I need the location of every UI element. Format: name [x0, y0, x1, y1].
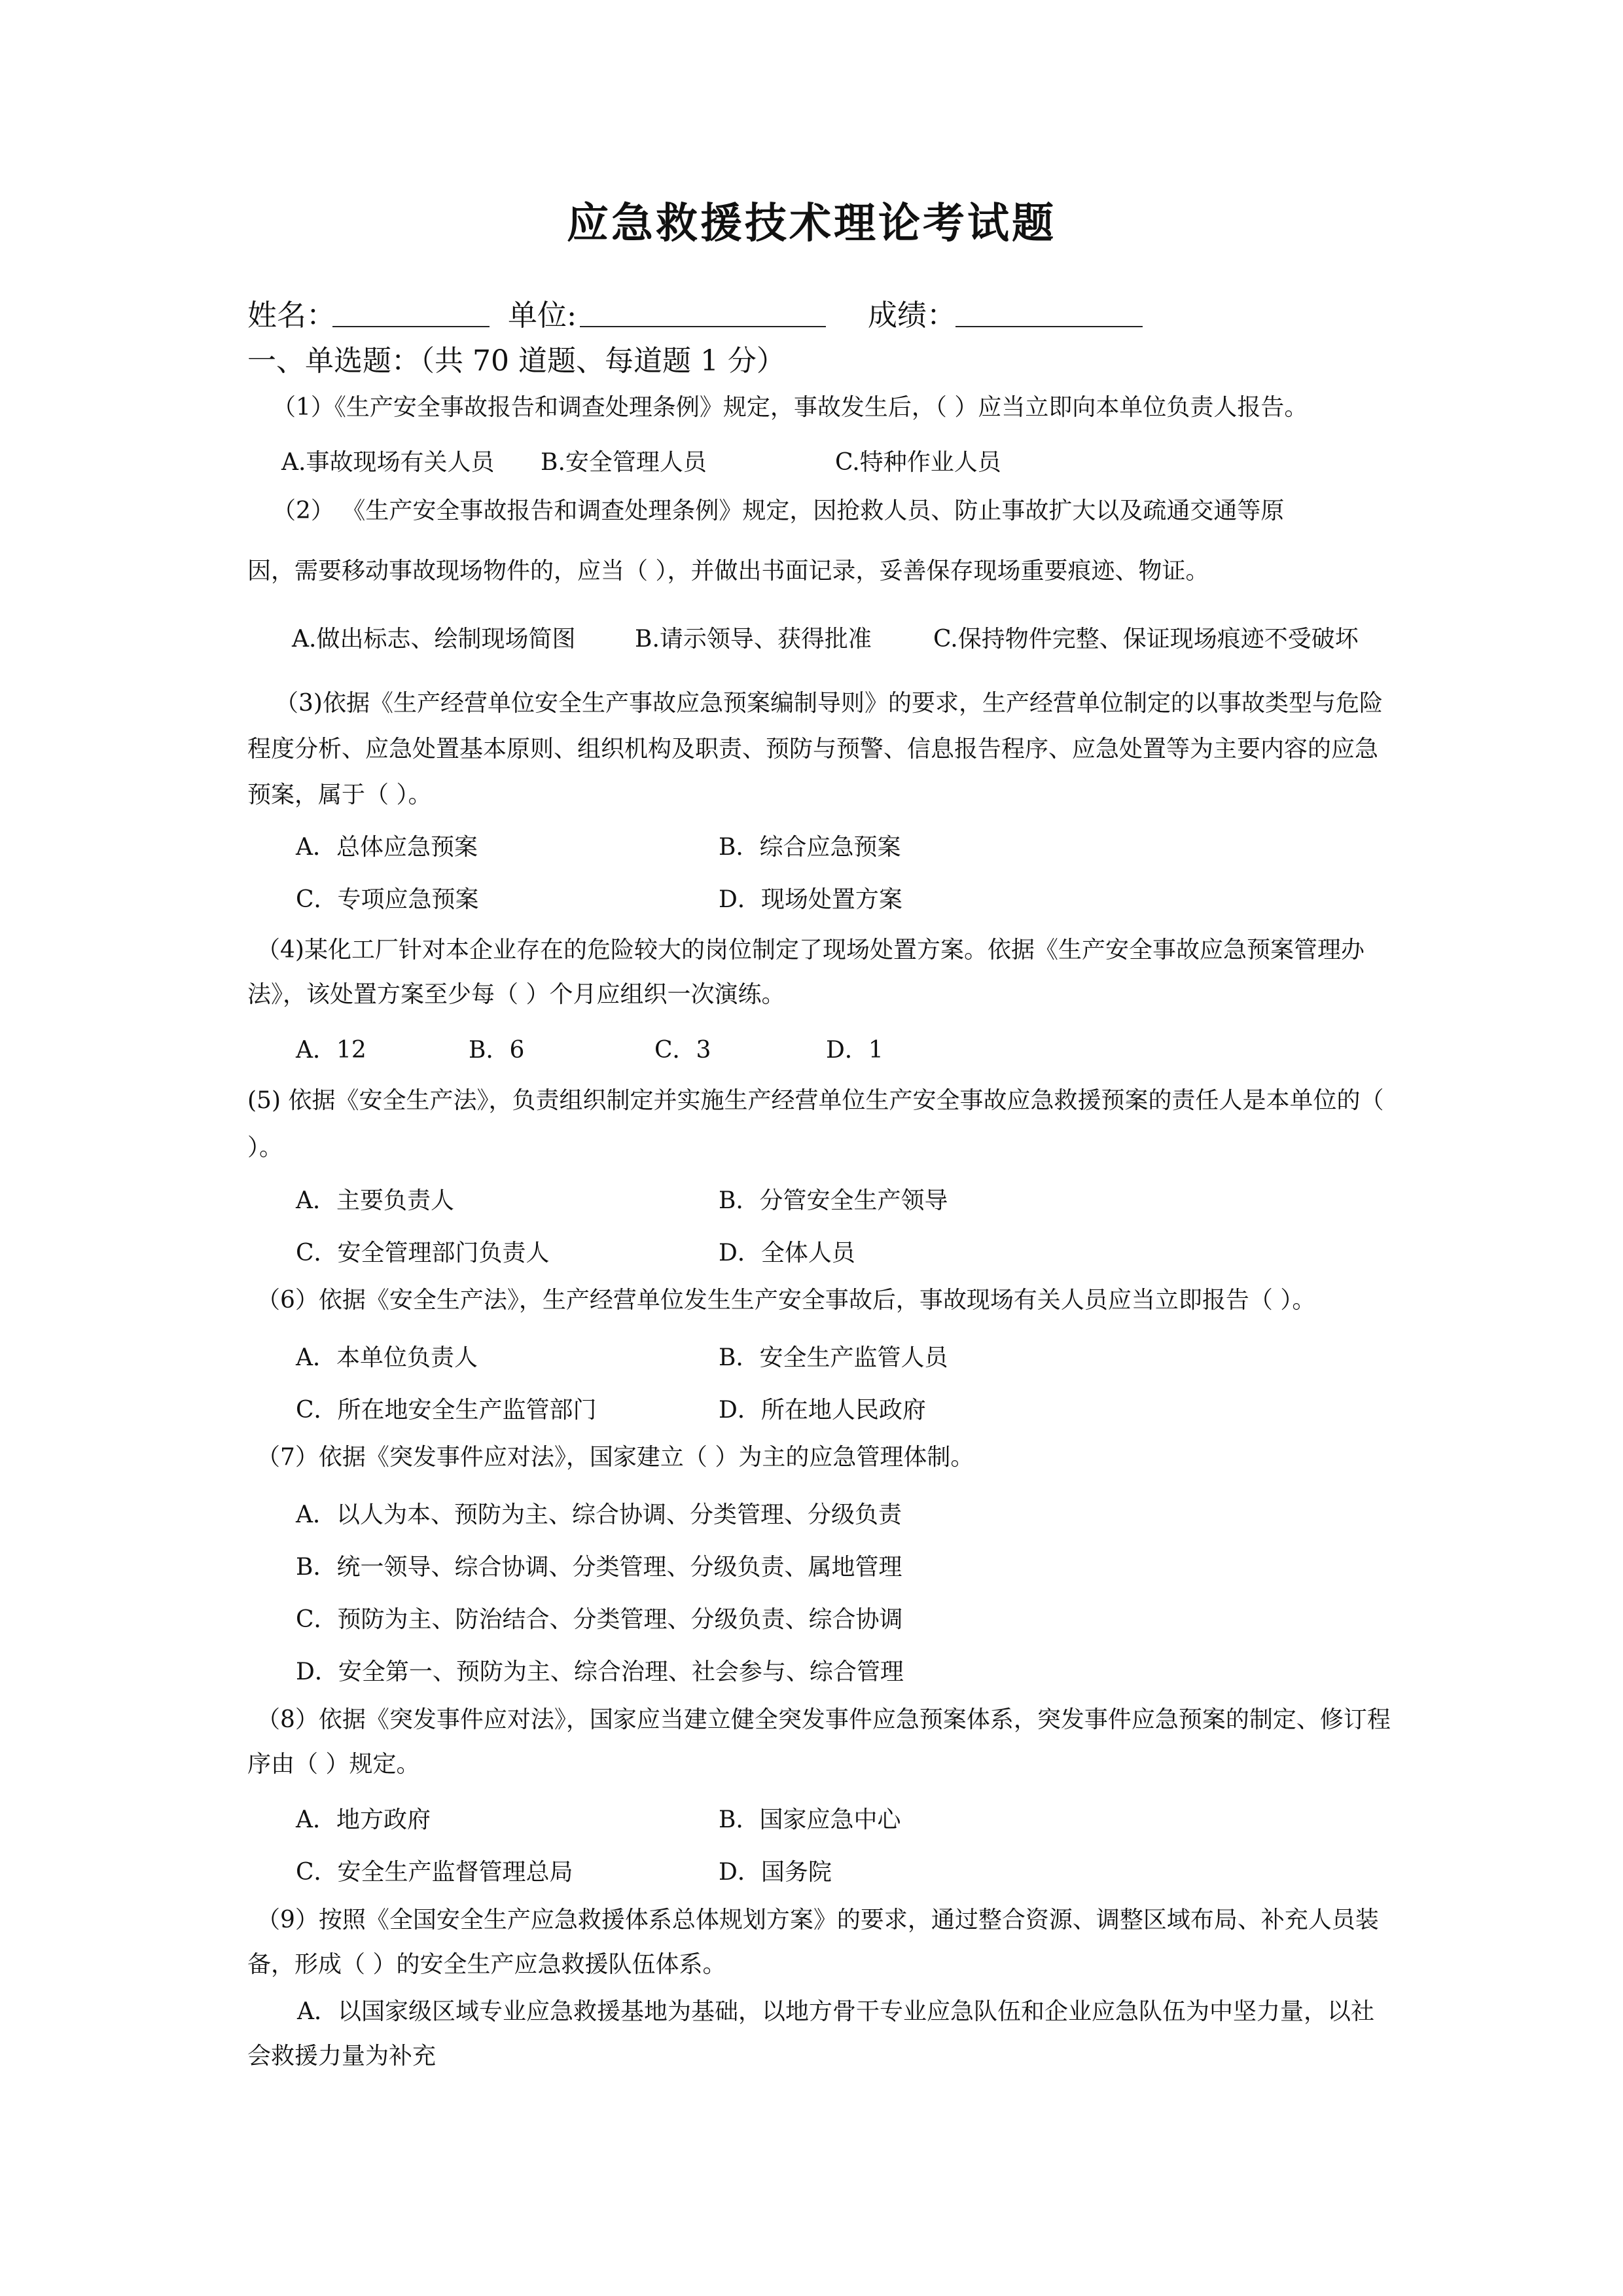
question-stem: (5) 依据《安全生产法》，负责组织制定并实施生产经营单位生产安全事故应急救援预案的责任人是本单位的（ ）。 [247, 1087, 1384, 1161]
unit-label: 单位: [508, 298, 577, 332]
option-d[interactable]: D．1 [826, 1037, 883, 1064]
name-label: 姓名： [247, 298, 336, 332]
name-blank[interactable] [332, 326, 490, 327]
page-title: 应急救援技术理论考试题 [567, 199, 1056, 248]
option-b[interactable]: B.安全管理人员 [541, 449, 707, 476]
section-heading: 一、单选题：（共 70 道题、每道题 1 分） [247, 344, 785, 378]
option-a[interactable]: A.事故现场有关人员 [281, 449, 495, 476]
option-a[interactable]: A.做出标志、绘制现场简图 [292, 626, 576, 653]
score-label: 成绩： [868, 298, 957, 332]
question-stem: （4)某化工厂针对本企业存在的危险较大的岗位制定了现场处置方案。依据《生产安全事故应急预案管理办法》，该处置方案至少每（ ）个月应组织一次演练。 [247, 937, 1364, 1008]
option-c[interactable]: C．所在地安全生产监管部门 [296, 1397, 597, 1424]
option-a[interactable]: A．总体应急预案 [296, 834, 478, 861]
option-b[interactable]: B．国家应急中心 [719, 1806, 901, 1833]
option-d[interactable]: D．全体人员 [719, 1240, 855, 1266]
option-a[interactable]: A．12 [296, 1037, 366, 1064]
option-d[interactable]: D．现场处置方案 [719, 886, 902, 913]
option-d[interactable]: D．安全第一、预防为主、综合治理、社会参与、综合管理 [296, 1659, 904, 1685]
option-a[interactable]: A．本单位负责人 [296, 1344, 478, 1371]
option-b[interactable]: B.请示领导、获得批准 [635, 626, 872, 653]
option-c[interactable]: C．预防为主、防治结合、分类管理、分级负责、综合协调 [296, 1606, 903, 1633]
option-b[interactable]: B．统一领导、综合协调、分类管理、分级负责、属地管理 [296, 1554, 902, 1581]
option-a[interactable]: A．主要负责人 [296, 1187, 454, 1214]
option-b[interactable]: B．综合应急预案 [719, 834, 901, 861]
score-blank[interactable] [955, 326, 1143, 327]
option-b[interactable]: B．6 [469, 1037, 525, 1064]
option-b[interactable]: B．分管安全生产领导 [719, 1187, 948, 1214]
question-stem: （3)依据《生产经营单位安全生产事故应急预案编制导则》的要求，生产经营单位制定的以事故类型与危险程度分析、应急处置基本原则、组织机构及职责、预防与预警、信息报告程序、应急处置等为主要内容的应急预案，属于（ ）。 [247, 690, 1383, 808]
question-stem: （2） 《生产安全事故报告和调查处理条例》规定，因抢救人员、防止事故扩大以及疏通交通等原 [272, 497, 1285, 524]
option-c[interactable]: C．专项应急预案 [296, 886, 479, 913]
option-b[interactable]: B．安全生产监管人员 [719, 1344, 948, 1371]
option-d[interactable]: D．国务院 [719, 1859, 832, 1886]
option-c[interactable]: C.保持物件完整、保证现场痕迹不受破坏 [933, 626, 1359, 653]
option-c[interactable]: C．安全管理部门负责人 [296, 1240, 550, 1266]
option-a[interactable]: A．以人为本、预防为主、综合协调、分类管理、分级负责 [296, 1501, 902, 1528]
option-a[interactable]: A．地方政府 [296, 1806, 431, 1833]
option-d[interactable]: D．所在地人民政府 [719, 1397, 926, 1424]
question-stem: （7）依据《突发事件应对法》，国家建立（ ）为主的应急管理体制。 [257, 1444, 974, 1471]
option-c[interactable]: C．安全生产监督管理总局 [296, 1859, 573, 1886]
question-stem: （6）依据《安全生产法》，生产经营单位发生生产安全事故后，事故现场有关人员应当立即报告（ ）。 [257, 1287, 1316, 1314]
option-a[interactable]: A．以国家级区域专业应急救援基地为基础，以地方骨干专业应急队伍和企业应急队伍为中坚力量，以社会救援力量为补充 [247, 1998, 1374, 2070]
question-stem-cont: 因，需要移动事故现场物件的，应当（ ），并做出书面记录，妥善保存现场重要痕迹、物证。 [247, 558, 1209, 584]
question-stem: （1）《生产安全事故报告和调查处理条例》规定，事故发生后，（ ）应当立即向本单位负责人报告。 [272, 394, 1308, 421]
question-stem: （8）依据《突发事件应对法》，国家应当建立健全突发事件应急预案体系，突发事件应急预案的制定、修订程序由（ ）规定。 [247, 1706, 1391, 1778]
question-stem: （9）按照《全国安全生产应急救援体系总体规划方案》的要求，通过整合资源、调整区域布局、补充人员装备，形成（ ）的安全生产应急救援队伍体系。 [247, 1907, 1379, 1978]
unit-blank[interactable] [580, 326, 826, 327]
option-c[interactable]: C.特种作业人员 [835, 449, 1001, 476]
option-c[interactable]: C．3 [654, 1037, 711, 1064]
